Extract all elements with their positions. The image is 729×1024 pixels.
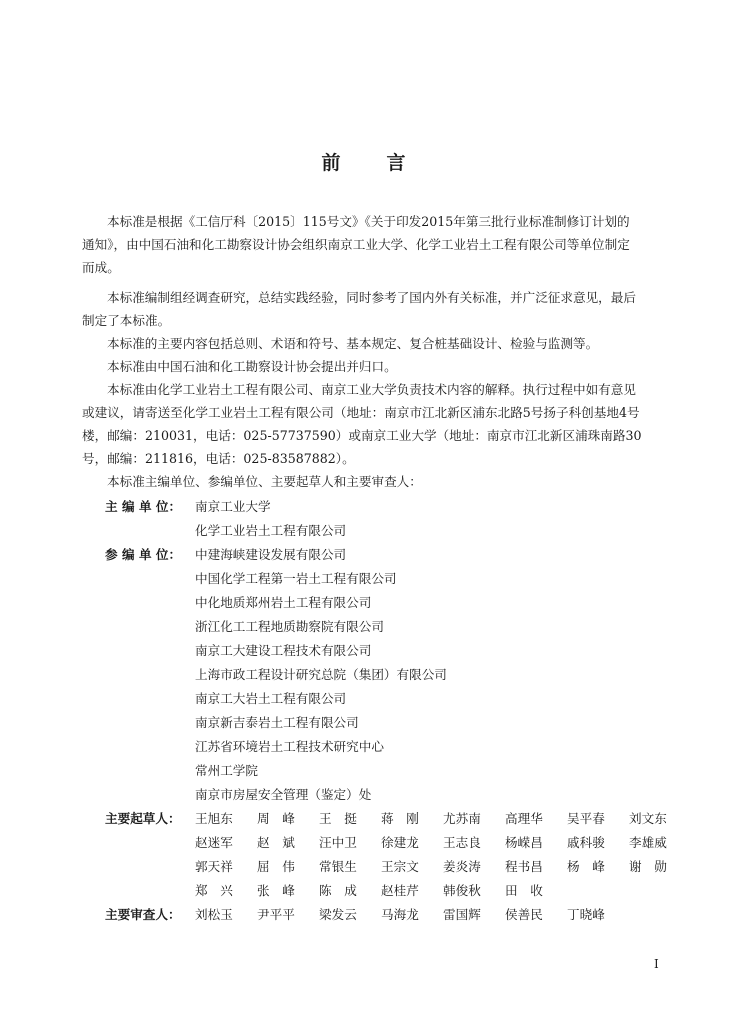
drafter-name: 姜炎涛 [443,859,481,874]
paragraph-basis: 本标准是根据《工信厅科〔2015〕115号文》《关于印发2015年第三批行业标准制修订计划的通知》，由中国石油和化工勘察设计协会组织南京工业大学、化学工业岩土工程有限公司等单位制定而成。 [82,214,630,275]
drafter-name: 郑 兴 [195,883,233,898]
drafter-name: 赵迷军 [195,835,233,850]
drafter-name: 徐建龙 [381,835,419,850]
participating-unit: 中国化学工程第一岩土工程有限公司 [195,571,397,586]
participating-unit: 南京市房屋安全管理（鉴定）处 [195,787,372,802]
drafter-name: 周 峰 [257,811,295,826]
drafter-name: 王志良 [443,835,481,850]
title-part-2: 言 [386,152,408,174]
drafters-row [195,831,691,854]
page-number: I [654,957,659,971]
drafter-name: 高理华 [505,811,543,826]
drafter-name: 张 峰 [257,883,295,898]
reviewer-name: 刘松玉 [195,907,233,922]
reviewer-name: 尹平平 [257,907,295,922]
drafter-name: 程书昌 [505,859,543,874]
paragraph-research: 本标准编制组经调查研究，总结实践经验，同时参考了国内外有关标准，并广泛征求意见，最后制定了本标准。 [82,290,636,328]
participating-unit: 上海市政工程设计研究总院（集团）有限公司 [195,667,447,682]
drafter-name: 赵 斌 [257,835,295,850]
drafter-name: 常银生 [319,859,357,874]
drafter-name: 戚科骏 [567,835,605,850]
reviewer-name: 侯善民 [505,907,543,922]
drafter-name: 刘文东 [629,811,667,826]
drafter-name: 杨嵘昌 [505,835,543,850]
reviewer-name: 雷国辉 [443,907,481,922]
drafter-name: 尤苏南 [443,811,481,826]
drafter-name: 吴平春 [567,811,605,826]
participating-unit: 南京新吉泰岩土工程有限公司 [195,715,359,730]
drafters-row [195,855,691,878]
drafter-name: 郭天祥 [195,859,233,874]
chief-unit: 南京工业大学 [195,499,271,514]
drafter-name: 蒋 刚 [381,811,419,826]
paragraph-units-intro: 本标准主编单位、参编单位、主要起草人和主要审查人： [107,474,422,489]
page-title [0,148,729,175]
participating-unit: 中化地质郑州岩土工程有限公司 [195,595,372,610]
participating-unit: 南京工大建设工程技术有限公司 [195,643,372,658]
paragraph-interpretation: 本标准由化学工业岩土工程有限公司、南京工业大学负责技术内容的解释。执行过程中如有意见或建议，请寄送至化学工业岩土工程有限公司（地址：南京市江北新区浦东北路5号扬子科创基地4号楼，邮编：210031，电话：025-57737590）或南京工业大学（地址：南京市江北新区浦珠南路30号，邮编：211816，电话：025-83587882）。 [82,382,642,466]
chief-unit: 化学工业岩土工程有限公司 [195,523,347,538]
drafter-name: 赵桂芹 [381,883,419,898]
drafters-row [195,807,691,830]
participating-units-label: 参 编 单 位： [105,547,182,562]
reviewer-name: 马海龙 [381,907,419,922]
drafter-name: 王宗文 [381,859,419,874]
participating-unit: 中建海峡建设发展有限公司 [195,547,347,562]
paragraph-administration: 本标准由中国石油和化工勘察设计协会提出并归口。 [107,359,397,374]
reviewers-label: 主要审查人： [105,907,181,922]
participating-unit: 常州工学院 [195,763,258,778]
drafter-name: 韩俊秋 [443,883,481,898]
reviewers-row [195,903,629,926]
drafter-name: 汪中卫 [319,835,357,850]
title-part-1: 前 [321,152,343,174]
drafters-label: 主要起草人： [105,811,181,826]
drafter-name: 王 挺 [319,811,357,826]
drafter-name: 屈 伟 [257,859,295,874]
drafter-name: 李雄威 [629,835,667,850]
drafter-name: 杨 峰 [567,859,605,874]
drafter-name: 谢 勋 [629,859,667,874]
participating-unit: 南京工大岩土工程有限公司 [195,691,347,706]
reviewer-name: 梁发云 [319,907,357,922]
participating-unit: 江苏省环境岩土工程技术研究中心 [195,739,384,754]
reviewer-name: 丁晓峰 [567,907,605,922]
drafter-name: 陈 成 [319,883,357,898]
drafters-row [195,879,567,902]
paragraph-contents: 本标准的主要内容包括总则、术语和符号、基本规定、复合桩基础设计、检验与监测等。 [107,336,599,351]
participating-unit: 浙江化工工程地质勘察院有限公司 [195,619,384,634]
drafter-name: 田 收 [505,883,543,898]
chief-units-label: 主 编 单 位： [105,499,182,514]
drafter-name: 王旭东 [195,811,233,826]
